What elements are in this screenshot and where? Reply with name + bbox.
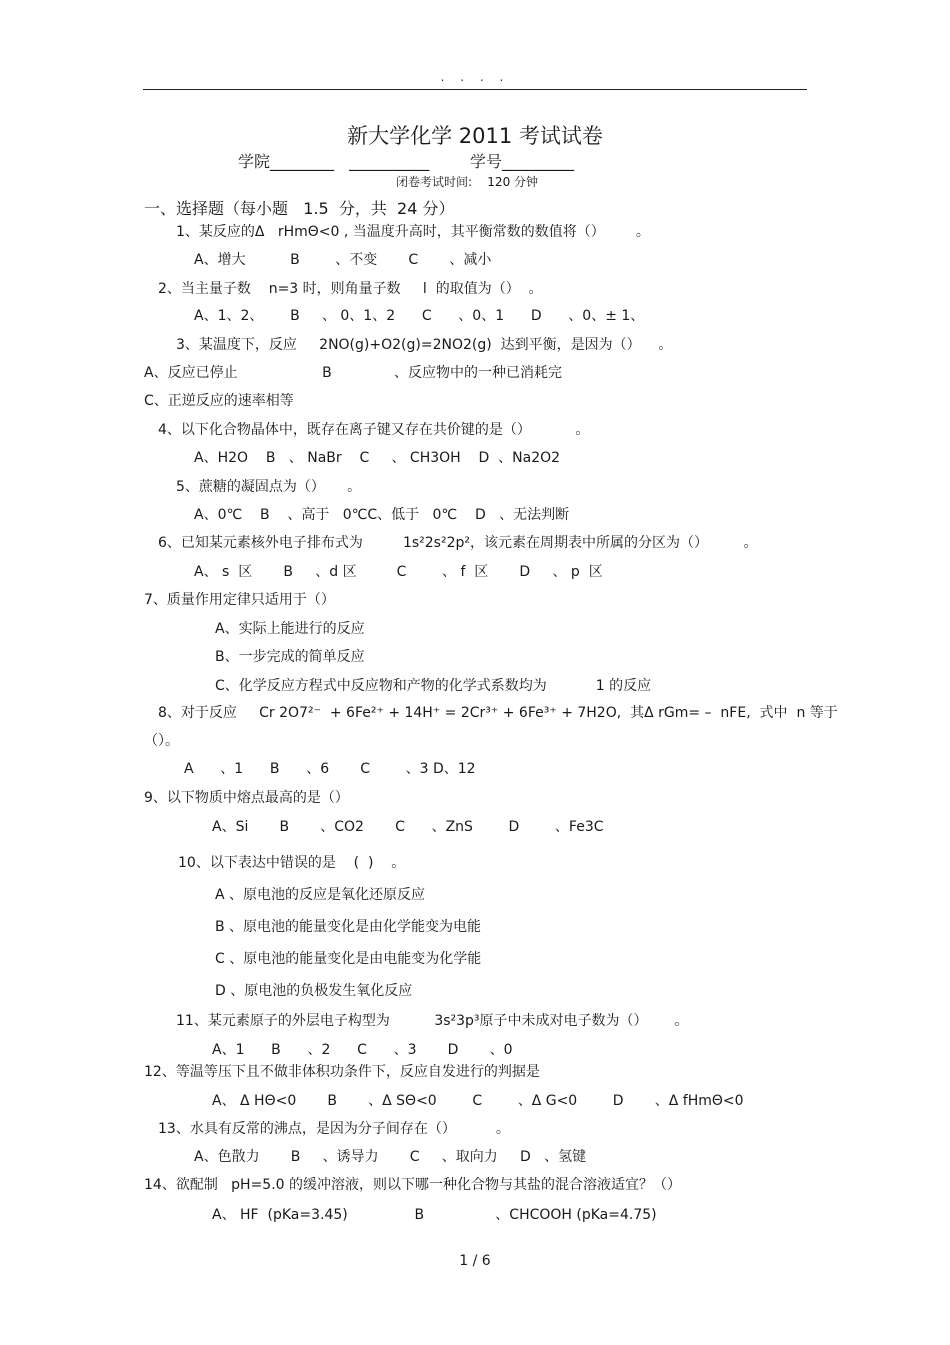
student-info-line: 学院________ __________ 学号_________ [238,152,574,171]
option-line: A、Si B 、CO2 C 、ZnS D 、Fe3C [212,819,604,835]
option-line: A、色散力 B 、诱导力 C 、取向力 D 、氢键 [194,1149,587,1165]
header-dots: . . . . [440,70,510,84]
option-line: A、实际上能进行的反应 [215,621,365,637]
question-line: 14、欲配制 pH=5.0 的缓冲溶液，则以下哪一种化合物与其盐的混合溶液适宜？（） [144,1177,682,1193]
option-line: B、一步完成的简单反应 [215,649,365,665]
header-rule [143,89,807,90]
option-line: D 、原电池的负极发生氧化反应 [215,983,413,999]
option-line: A、反应已停止 B 、反应物中的一种已消耗完 [144,365,563,381]
option-line: A、H2O B 、 NaBr C 、 CH3OH D 、Na2O2 [194,450,561,466]
question-line: 8、对于反应 Cr 2O7²⁻ + 6Fe²⁺ + 14H⁺ = 2Cr³⁺ + 6Fe³⁺ + 7H2O, 其Δ rGm= – nFE, 式中 n 等于 [158,705,838,721]
question-line: 11、某元素原子的外层电子构型为 3s²3p³原子中未成对电子数为（） 。 [176,1013,689,1029]
question-line: 10、以下表达中错误的是 ( ) 。 [178,855,406,871]
question-line: 2、当主量子数 n=3 时，则角量子数 l 的取值为（） 。 [158,281,543,297]
question-line: 4、以下化合物晶体中，既存在离子键又存在共价键的是（） 。 [158,422,590,438]
option-line: A、增大 B 、不变 C 、减小 [194,252,492,268]
question-line: 5、蔗糖的凝固点为（） 。 [176,479,362,495]
option-line: C、化学反应方程式中反应物和产物的化学式系数均为 1 的反应 [215,678,652,694]
question-line: 12、等温等压下且不做非体积功条件下，反应自发进行的判据是 [144,1064,540,1080]
option-line: B 、原电池的能量变化是由化学能变为电能 [215,919,482,935]
exam-time-note: 闭卷考试时间: 120 分钟 [396,175,539,189]
question-line: （）。 [144,733,179,749]
option-line: A、0℃ B 、高于 0℃C、低于 0℃ D 、无法判断 [194,507,570,523]
option-line: C、正逆反应的速率相等 [144,393,294,409]
option-line: A、 s 区 B 、d 区 C 、 f 区 D 、 p 区 [194,564,603,580]
question-line: 9、以下物质中熔点最高的是（） [144,790,349,806]
question-line: 1、某反应的Δ rHmΘ<0 , 当温度升高时，其平衡常数的数值将（） 。 [176,224,650,240]
question-line: 13、水具有反常的沸点，是因为分子间存在（） 。 [158,1121,510,1137]
option-line: C 、原电池的能量变化是由电能变为化学能 [215,951,482,967]
section-heading: 一、选择题（每小题 1.5 分，共 24 分） [144,199,455,218]
question-line: 7、质量作用定律只适用于（） [144,592,335,608]
option-line: A 、原电池的反应是氧化还原反应 [215,887,426,903]
option-line: A、1、2、 B 、 0、1、2 C 、0、1 D 、0、± 1、 [194,308,645,324]
question-line: 6、已知某元素核外电子排布式为 1s²2s²2p²，该元素在周期表中所属的分区为（） 。 [158,535,758,551]
question-line: 3、某温度下，反应 2NO(g)+O2(g)=2NO2(g) 达到平衡，是因为（） 。 [176,337,673,353]
option-line: A、 HF (pKa=3.45) B 、CHCOOH (pKa=4.75) [212,1207,657,1223]
option-line: A 、1 B 、6 C 、3 D、12 [184,761,476,777]
option-line: A、 Δ HΘ<0 B 、Δ SΘ<0 C 、Δ G<0 D 、Δ fHmΘ<0 [212,1093,744,1109]
option-line: A、1 B 、2 C 、3 D 、0 [212,1042,513,1058]
exam-title: 新大学化学 2011 考试试卷 [347,124,603,148]
page-number: 1 / 6 [459,1253,491,1269]
